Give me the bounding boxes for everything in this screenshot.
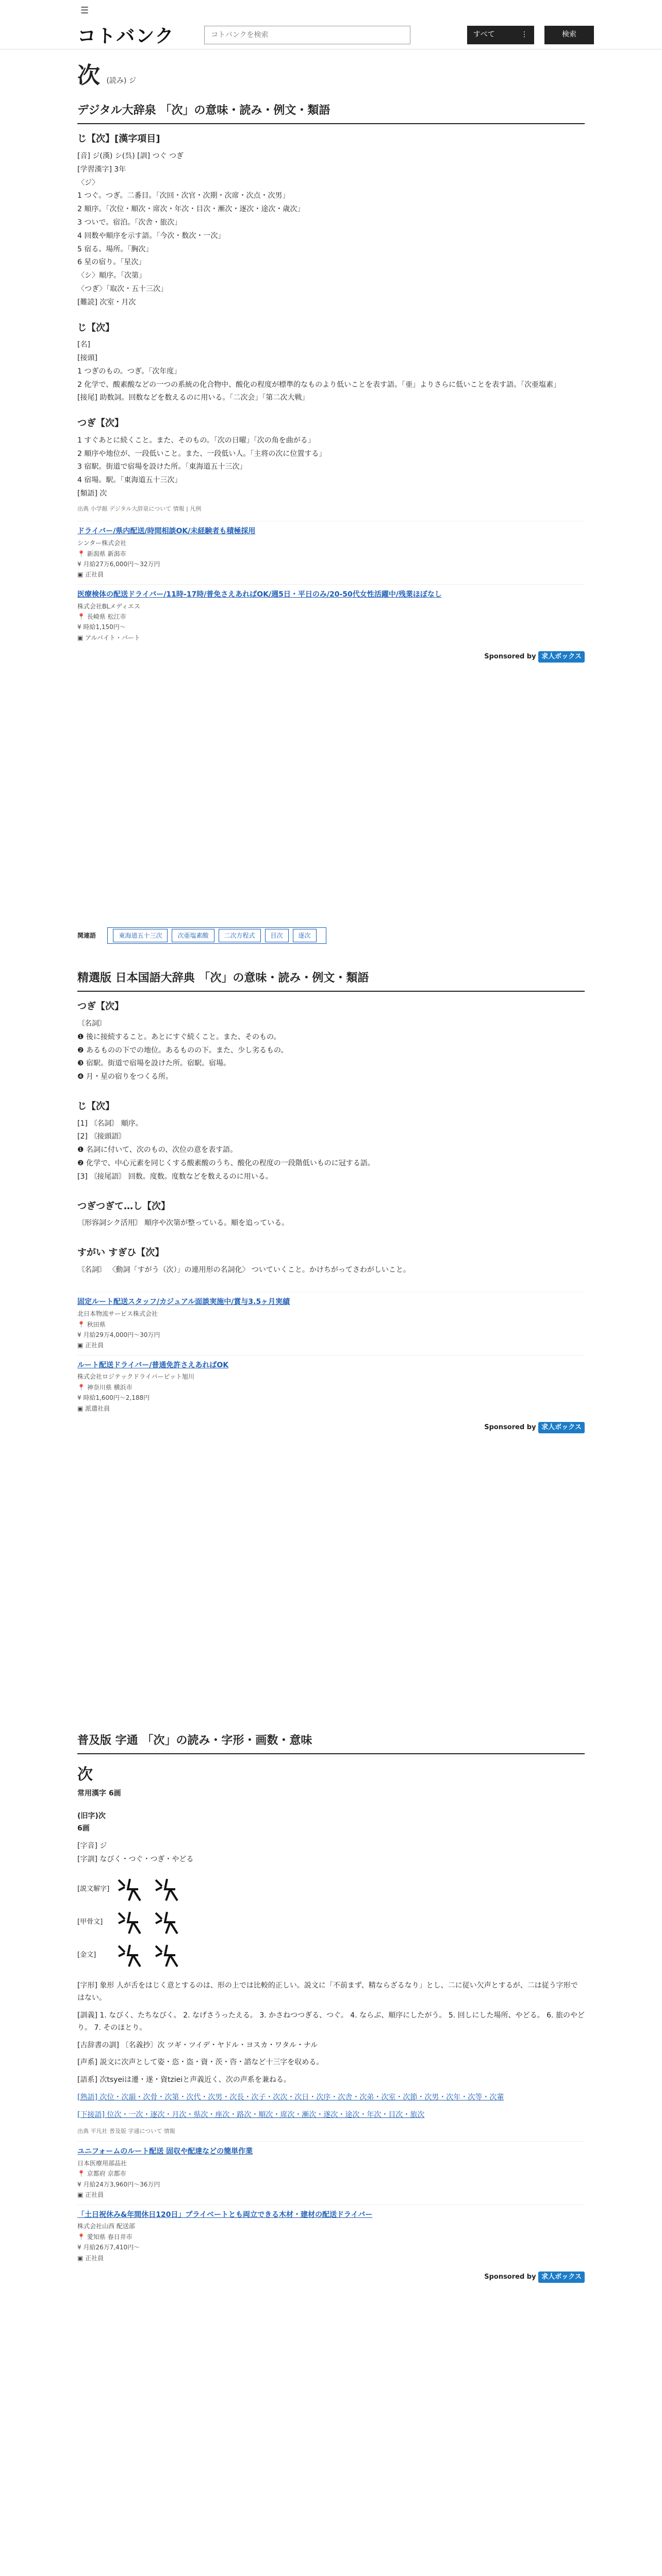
kanji-old: (旧字)次 — [77, 1812, 106, 1821]
sponsored-by — [77, 651, 585, 663]
entry-heading: つぎつぎて…し【次】 — [77, 1200, 170, 1212]
entry-line: 4 回数や順序を示す語。「今次・数次・一次」 — [77, 231, 225, 240]
entry-line: 〘名詞〙 〈動詞「すがう（次）」の連用形の名詞化〉 ついていくこと。かけちがってさわがしいこと。 — [77, 1265, 410, 1274]
job-ad-place — [77, 1382, 585, 1393]
job-ad-pay-text: 月給26万7,410円〜 — [83, 2244, 140, 2251]
job-ad-place-text: 神奈川県 横浜市 — [87, 1383, 133, 1391]
entry-line: ❸ 宿駅。街道で宿場を設けた所。宿駅。宿場。 — [77, 1059, 230, 1068]
entry-line: [学習漢字] 3年 — [77, 165, 126, 174]
yen-icon: ¥ — [77, 560, 84, 568]
headword-reading: (読み) ジ — [106, 77, 136, 85]
entry-line: 3 宿駅。街道で宿場を設けた所。「東海道五十三次」 — [77, 463, 247, 471]
entry-line: 1 つぎのもの。つぎ。「次年度」 — [77, 367, 181, 376]
yen-icon: ¥ — [77, 1331, 84, 1338]
pin-icon: 📍 — [77, 1320, 87, 1328]
pin-icon: 📍 — [77, 1383, 87, 1391]
entry-line: ❹ 月・星の宿りをつくる所。 — [77, 1073, 173, 1081]
yen-icon: ¥ — [77, 2180, 84, 2188]
entry-line: 6 星の宿り。「星次」 — [77, 258, 146, 267]
job-ad-company: 株式会社BLメディエス — [77, 602, 140, 610]
chevron-down-icon: ⋮ — [521, 30, 528, 39]
entry-line: ❷ あるものの下での地位。あるものの下。また、少し劣るもの。 — [77, 1046, 288, 1055]
section-title: デジタル大辞泉 「次」の意味・読み・例文・類語 — [77, 101, 585, 124]
entry-line: 〘名詞〙 — [77, 1019, 106, 1028]
sponsor-label: Sponsored by — [484, 2273, 536, 2281]
related-label: 関連語 — [77, 932, 96, 939]
entry-heading: じ【次】[漢字項目] — [77, 133, 160, 145]
kanji-para: [声系] 説文に次声として姿・恣・盗・資・茨・咨・諮など十三字を収める。 — [77, 2058, 324, 2067]
job-ad[interactable] — [77, 2141, 585, 2204]
job-ad[interactable] — [77, 521, 585, 584]
related-tag[interactable]: 目次 — [265, 929, 289, 942]
site-logo[interactable]: コトバンク — [77, 26, 175, 47]
job-ad-pay — [77, 2242, 585, 2252]
job-ad-company: シンター株式会社 — [77, 539, 127, 547]
pin-icon: 📍 — [77, 613, 87, 620]
job-ad-title[interactable]: ルート配送ドライバー/普通免許さえあればOK — [77, 1361, 229, 1369]
category-select[interactable] — [467, 26, 534, 44]
kanji-kun: [字訓] なびく・つぐ・つぎ・やどる — [77, 1855, 194, 1863]
job-ad-place — [77, 549, 585, 559]
pin-icon: 📍 — [77, 2233, 87, 2241]
job-ad-type — [77, 1340, 585, 1350]
job-ad-type-text: 正社員 — [85, 2254, 104, 2262]
entry-line: 1 すぐあとに続くこと。また、そのもの。「次の日曜」「次の角を曲がる」 — [77, 436, 315, 445]
headword — [77, 57, 585, 95]
entry-line: ❶ 後に接続すること。あとにすぐ続くこと。また、そのもの。 — [77, 1032, 281, 1041]
entry-line: [2] 〘接頭語〙 — [77, 1132, 126, 1141]
kanji-para: [古辞書の訓] 〔名義抄〕次 ツギ・ツイデ・ヤドル・ヨスカ・ワタル・ナル — [77, 2041, 318, 2049]
job-ad-type — [77, 2253, 585, 2263]
job-ad-pay — [77, 622, 585, 632]
sponsor-label: Sponsored by — [484, 1423, 536, 1432]
kanji-shape-label: [甲骨文] — [77, 1918, 103, 1926]
job-ad-place-text: 秋田県 — [87, 1320, 106, 1328]
sponsor-logo[interactable]: 求人ボックス — [538, 651, 585, 663]
related-tags — [77, 927, 585, 944]
sponsor-label: Sponsored by — [484, 653, 536, 661]
related-tag[interactable]: 二次方程式 — [219, 929, 261, 942]
source-credit: 出典 平凡社 普及版 字通について 情報 — [77, 2127, 175, 2134]
job-ad-place-text: 長崎県 松江市 — [87, 613, 126, 620]
job-ad-pay — [77, 1330, 585, 1340]
job-ad-type-text: 正社員 — [85, 2191, 104, 2199]
job-ad-type — [77, 1403, 585, 1414]
kanji-para: [熟語] 次位・次韻・次骨・次第・次代・次男・次長・次子・次次・次日・次序・次舎・次弟・次室・次節・次男・次年・次等・次輩 — [77, 2093, 504, 2102]
job-ad-type-text: 正社員 — [85, 571, 104, 579]
sponsored-by — [77, 2272, 585, 2283]
job-ad-place-text: 愛知県 春日井市 — [87, 2233, 133, 2241]
entry-line: [難読] 次室・月次 — [77, 298, 136, 307]
kanji-large: 次 — [77, 1766, 93, 1784]
entry-line: 2 化学で、酸素酸などの一つの系統の化合物中、酸化の程度が標準的なものより低いことを表す語。「亜」よりさらに低いことを表す語。「次亜塩素」 — [77, 380, 561, 389]
entry-line: ❶ 名詞に付いて、次のもの、次位の意を表す語。 — [77, 1146, 238, 1155]
pin-icon: 📍 — [77, 550, 87, 557]
entry-line: 〈ジ〉 — [77, 178, 100, 187]
ancient-glyph-icon — [151, 1941, 181, 1970]
job-ad-place — [77, 612, 585, 622]
hamburger-icon[interactable]: ☰ — [80, 5, 89, 16]
job-ad-title[interactable]: 「土日祝休み&年間休日120日」プライベートとも両立できる木材・建材の配送ドライバー — [77, 2210, 373, 2219]
entry-line: 2 順序。「次位・順次・席次・年次・目次・漸次・逐次・途次・歳次」 — [77, 205, 305, 214]
job-ad-pay-text: 月給29万4,000円〜30万円 — [83, 1331, 160, 1338]
briefcase-icon: ▣ — [77, 2191, 86, 2199]
entry-line: 2 順序や地位が、一段低いこと。また、一段低い人。「主将の次に位置する」 — [77, 449, 326, 458]
search-button[interactable]: 検索 — [544, 26, 594, 44]
kanji-para: [訓義] 1. なびく、たちなびく。 2. なげさうったえる。 3. かさねつつぎる、つぐ。 4. ならぶ、順序にしたがう。 5. 回しにした場所、やどる。 6. 旅のやどり。 7. そのほとり。 — [77, 2011, 585, 2032]
job-ad-pay-text: 月給27万6,000円〜32万円 — [83, 560, 160, 568]
entry-line: 3 ついで。宿泊。「次舎・旅次」 — [77, 218, 182, 227]
kanji-shape-label: [金文] — [77, 1951, 96, 1959]
search-input[interactable] — [204, 26, 410, 44]
job-ad-title[interactable]: ユニフォームのルート配送 固収や配達などの簡単作業 — [77, 2147, 253, 2156]
entry-line: 〘形容詞シク活用〙 順序や次第が整っている。順を追っている。 — [77, 1219, 289, 1228]
job-ad-company: 株式会社ロジテックドライバーピット旭川 — [77, 1373, 194, 1381]
kanji-shape-label: [説文解字] — [77, 1885, 110, 1893]
kanji-para: [語系] 次tsyeiは遷・遂・資tzieiと声義近く、次の声系を兼ねる。 — [77, 2076, 291, 2084]
job-ad-type-text: アルバイト・パート — [85, 634, 140, 641]
sponsored-by — [77, 1422, 585, 1433]
entry-line: [音] ジ(漢) シ(呉) [訓] つぐ つぎ — [77, 151, 184, 160]
pin-icon: 📍 — [77, 2170, 87, 2178]
entry-line: [類語] 次 — [77, 489, 107, 498]
source-credit: 出典 小学館 デジタル大辞泉について 情報 | 凡例 — [77, 505, 202, 512]
job-ad[interactable] — [77, 2205, 585, 2267]
kanji-grade: 常用漢字 6画 — [77, 1789, 121, 1798]
job-ad-pay — [77, 2179, 585, 2190]
job-ad-type — [77, 633, 585, 643]
entry-line: [名] — [77, 341, 90, 349]
nikkoku-section — [77, 969, 585, 1433]
sponsor-logo[interactable]: 求人ボックス — [538, 2272, 585, 2283]
job-ad-type — [77, 569, 585, 580]
briefcase-icon: ▣ — [77, 1342, 86, 1349]
kanji-para: [字形] 象形 人が舌をはじく意とするのは、形の上では比較的正しい。説文に「不前まず、精ならざるなり」とし、二に従い欠声とするが、二は従う字形ではない。 — [77, 1981, 578, 2003]
section-title: 普及版 字通 「次」の読み・字形・画数・意味 — [77, 1731, 585, 1754]
yen-icon: ¥ — [77, 2244, 84, 2251]
job-ad-place — [77, 2232, 585, 2242]
briefcase-icon: ▣ — [77, 1404, 86, 1412]
job-ad[interactable] — [77, 584, 585, 647]
kanji-shape-row — [77, 1875, 585, 1904]
yen-icon: ¥ — [77, 623, 84, 631]
job-ad-pay — [77, 1393, 585, 1403]
ancient-glyph-icon — [113, 1908, 144, 1937]
entry-line: [1] 〘名詞〙 順序。 — [77, 1119, 143, 1128]
briefcase-icon: ▣ — [77, 634, 86, 641]
sponsor-logo[interactable]: 求人ボックス — [538, 1422, 585, 1433]
job-ad-title[interactable]: 医療検体の配送ドライバー/11時-17時/普免さえあればOK/週5日・平日のみ/20-50代女性活躍中/残業ほぼなし — [77, 590, 442, 599]
job-ad-title[interactable]: ドライバー/県内配送/時間相談OK/未経験者も積極採用 — [77, 527, 256, 536]
yen-icon: ¥ — [77, 1394, 84, 1402]
job-ad-company: 日本医療用部品社 — [77, 2160, 127, 2167]
headword-text: 次 — [77, 62, 100, 89]
entry-heading: つぎ【次】 — [77, 418, 124, 429]
entry-heading: すがい すぎひ【次】 — [77, 1247, 164, 1258]
daijisen-section — [77, 101, 585, 663]
kanji-on: [字音] ジ — [77, 1841, 107, 1850]
job-ad-place-text: 京都府 京都市 — [87, 2170, 126, 2178]
kanji-para: [下接語] 位次・一次・逐次・月次・県次・座次・路次・順次・席次・漸次・遂次・途次・年次・目次・旅次 — [77, 2110, 425, 2119]
job-ad-type — [77, 2190, 585, 2200]
entry-line: [接尾] 助数詞。回数などを数えるのに用いる。「二次会」「第二次大戦」 — [77, 394, 309, 402]
related-tag[interactable]: 東海道五十三次 — [113, 929, 168, 942]
job-ad-place — [77, 1319, 585, 1330]
job-ad[interactable] — [77, 1355, 585, 1418]
top-bar — [0, 0, 662, 49]
job-ad-company: 株式会社山西 配送部 — [77, 2223, 135, 2230]
ancient-glyph-icon — [151, 1908, 181, 1937]
category-select-label: すべて — [473, 30, 495, 39]
entry-line: 〈つぎ〉「取次・五十三次」 — [77, 284, 168, 293]
ancient-glyph-icon — [151, 1875, 181, 1904]
section-title: 精選版 日本国語大辞典 「次」の意味・読み・例文・類語 — [77, 969, 585, 992]
entry-line: [3] 〘接尾語〙 回数。度数。度数などを数えるのに用いる。 — [77, 1172, 273, 1181]
kanji-shape-row — [77, 1941, 585, 1970]
job-ad-company: 北日本物流サービス株式会社 — [77, 1310, 158, 1318]
job-ad-title[interactable]: 固定ルート配送スタッフ/カジュアル面談実施中/賞与3.5ヶ月実績 — [77, 1298, 290, 1307]
ancient-glyph-icon — [113, 1941, 144, 1970]
entry-line: ❷ 化学で、中心元素を同じくする酸素酸のうち、酸化の程度の一段階低いものに冠する語。 — [77, 1159, 375, 1167]
related-tag[interactable]: 次亜塩素酸 — [172, 929, 214, 942]
job-ad-pay-text: 時給1,600円〜2,188円 — [83, 1394, 150, 1402]
entry-line: [接頭] — [77, 353, 97, 362]
job-ad-type-text: 正社員 — [85, 1342, 104, 1349]
ancient-glyph-icon — [113, 1875, 144, 1904]
kanji-shape-row — [77, 1908, 585, 1937]
jitsu-section — [77, 1731, 585, 2283]
job-ad-type-text: 派遣社員 — [85, 1404, 110, 1412]
briefcase-icon: ▣ — [77, 571, 86, 579]
job-ad-pay-text: 月給24万3,960円〜36万円 — [83, 2180, 160, 2188]
entry-line: 〈シ〉順序。「次第」 — [77, 272, 146, 280]
job-ad-place — [77, 2168, 585, 2179]
related-tag[interactable]: 逐次 — [293, 929, 317, 942]
job-ad-place-text: 新潟県 新潟市 — [87, 550, 126, 557]
entry-heading: じ【次】 — [77, 322, 114, 333]
entry-line: 1 つぐ。つぎ。二番目。「次回・次官・次期・次席・次点・次男」 — [77, 192, 290, 200]
kanji-strokes: 6画 — [77, 1824, 90, 1833]
entry-heading: じ【次】 — [77, 1100, 114, 1112]
entry-line: 5 宿る。場所。「胸次」 — [77, 245, 153, 253]
briefcase-icon: ▣ — [77, 2254, 86, 2262]
entry-heading: つぎ【次】 — [77, 1001, 124, 1012]
job-ad-pay — [77, 559, 585, 569]
job-ad[interactable] — [77, 1292, 585, 1354]
entry-line: 4 宿場。駅。「東海道五十三次」 — [77, 476, 182, 485]
job-ad-pay-text: 時給1,150円〜 — [83, 623, 126, 631]
